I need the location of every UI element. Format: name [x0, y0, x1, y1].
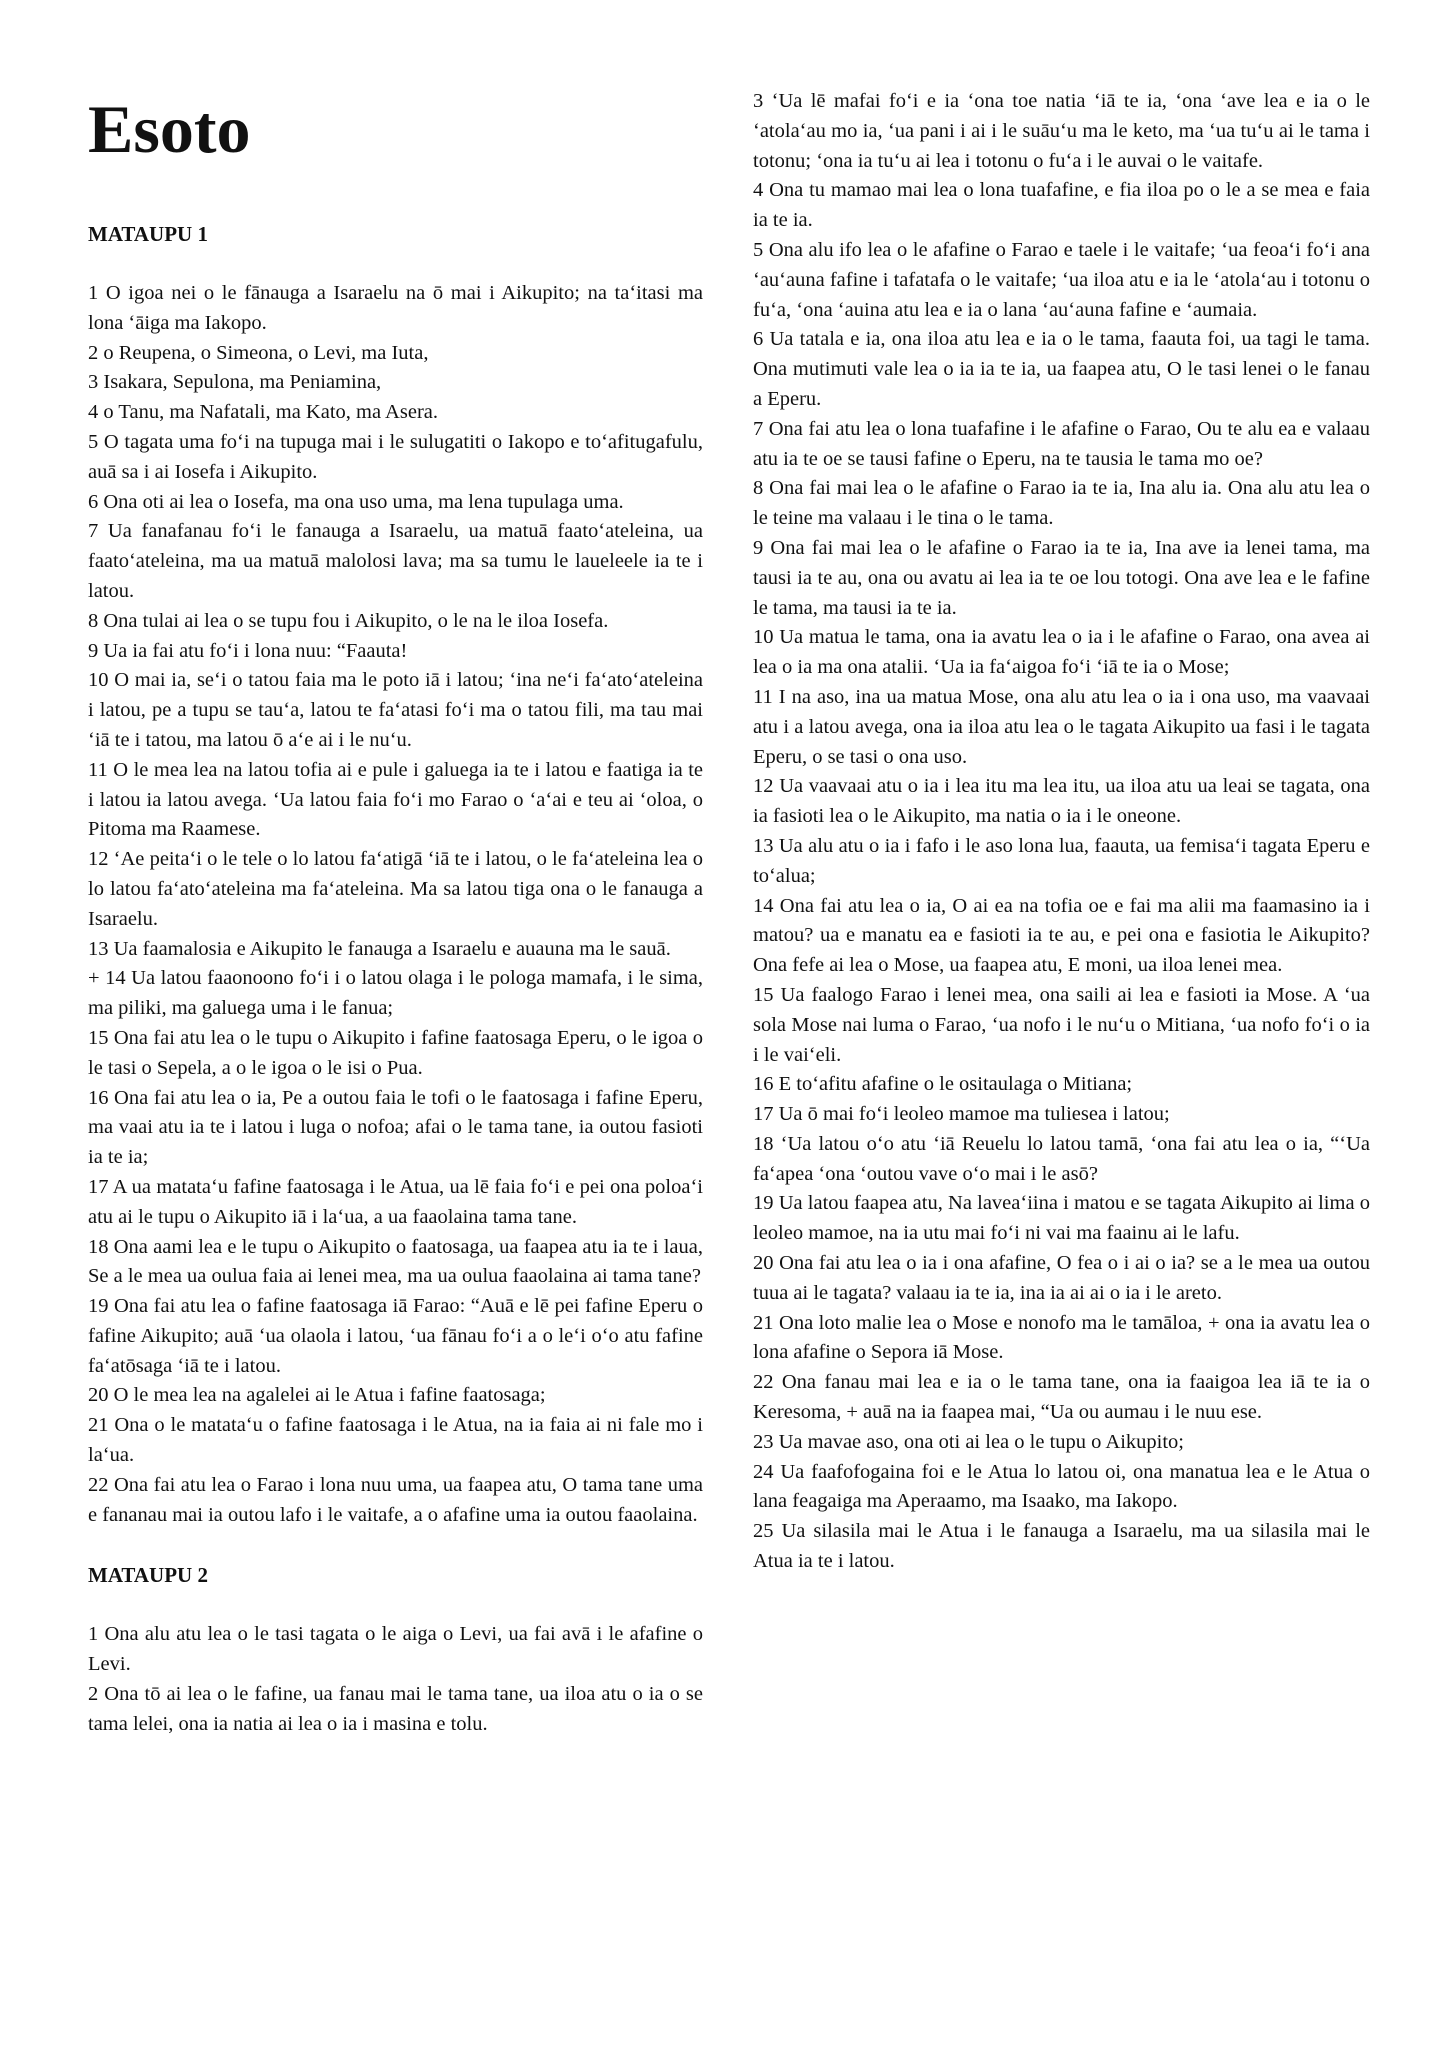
- verse-2-13: 13 Ua alu atu o ia i fafo i le aso lona lua, faauta, ua femisa‘i tagata Eperu e to‘alua;: [753, 834, 1370, 887]
- chapter-2-heading: MATAUPU 2: [88, 1563, 208, 1588]
- verse-2-16: 16 E to‘afitu afafine o le ositaulaga o Mitiana;: [753, 1073, 1133, 1096]
- verse-2-19: 19 Ua latou faapea atu, Na lavea‘iina i matou e se tagata Aikupito ai lima o leoleo mamoe, na ia utu mai fo‘i ni vai ma faainu ai le lafu.: [753, 1192, 1370, 1245]
- verse-1-17: 17 A ua matata‘u fafine faatosaga i le Atua, ua lē faia fo‘i e pei ona poloa‘i atu ai le tupu o Aikupito iā i la‘ua, a ua faaolaina tama tane.: [88, 1175, 703, 1228]
- verse-1-12: 12 ‘Ae peita‘i o le tele o lo latou fa‘atigā ‘iā te i latou, o le fa‘ateleina lea o lo latou fa‘ato‘ateleina ma fa‘ateleina. Ma sa latou tiga ona o le fanauga a Isaraelu.: [88, 848, 703, 930]
- verse-2-3: 3 ‘Ua lē mafai fo‘i e ia ‘ona toe natia ‘iā te ia, ‘ona ‘ave lea e ia o le ‘atola‘au mo ia, ‘ua pani i ai i le suāu‘u ma le keto, ma ‘ua tu‘u ai le tama i totonu; ‘ona ia tu‘u ai lea i totonu o fu‘a i le auvai o le vaitafe.: [753, 90, 1370, 172]
- verse-2-24: 24 Ua faafofogaina foi e le Atua lo latou oi, ona manatua lea e le Atua o lana feagaiga ma Aperaamo, ma Isaako, ma Iakopo.: [753, 1460, 1370, 1513]
- verse-2-11: 11 I na aso, ina ua matua Mose, ona alu atu lea o ia i ona uso, ma vaavaai atu i a latou avega, ona ia iloa atu lea o le tagata Aikupito ua fasi i le tagata Eperu, o se tasi o ona uso.: [753, 685, 1370, 768]
- verse-1-3: 3 Isakara, Sepulona, ma Peniamina,: [88, 371, 382, 394]
- chapter-2-verses-left: [88, 1620, 703, 1739]
- verse-2-7: 7 Ona fai atu lea o lona tuafafine i le afafine o Farao, Ou te alu ea e valaau atu ia te oe se tausi fafine o Eperu, na te tausia le tama mo oe?: [753, 417, 1370, 470]
- verse-2-23: 23 Ua mavae aso, ona oti ai lea o le tupu o Aikupito;: [753, 1430, 1184, 1453]
- verse-2-22: 22 Ona fanau mai lea e ia o le tama tane, ona ia faaigoa lea iā te ia o Keresoma, + auā na ia faapea mai, “Ua ou aumau i le nuu ese.: [753, 1371, 1370, 1424]
- verse-1-1: 1 O igoa nei o le fānauga a Isaraelu na ō mai i Aikupito; na ta‘itasi ma lona ‘āiga ma Iakopo.: [88, 282, 703, 334]
- verse-2-8: 8 Ona fai mai lea o le afafine o Farao ia te ia, Ina alu ia. Ona alu atu lea o le teine ma valaau i le tina o le tama.: [753, 477, 1370, 530]
- verse-2-2: 2 Ona tō ai lea o le fafine, ua fanau mai le tama tane, ua iloa atu o ia o se tama lelei, ona ia natia ai lea o ia i masina e tolu.: [88, 1683, 703, 1735]
- verse-2-25: 25 Ua silasila mai le Atua i le fanauga a Isaraelu, ma ua silasila mai le Atua ia te i latou.: [753, 1520, 1370, 1573]
- verse-1-20: 20 O le mea lea na agalelei ai le Atua i fafine faatosaga;: [88, 1384, 546, 1407]
- verse-1-16: 16 Ona fai atu lea o ia, Pe a outou faia le tofi o le faatosaga i fafine Eperu, ma vaai atu ia te i latou i luga o nofoa; afai o le tama tane, ia outou fasioti ia te ia;: [88, 1086, 703, 1169]
- left-column: [88, 0, 703, 1740]
- verse-1-18: 18 Ona aami lea e le tupu o Aikupito o faatosaga, ua faapea atu ia te i laua, Se a le mea ua oulua faia ai lenei mea, ma ua oulua faaolaina ai tama tane?: [88, 1235, 703, 1288]
- verse-2-9: 9 Ona fai mai lea o le afafine o Farao ia te ia, Ina ave ia lenei tama, ma tausi ia te au, ona ou avatu ai lea ia te oe lou totogi. Ona ave lea e le fafine le tama, ma tausi ia te ia.: [753, 536, 1370, 619]
- verse-2-10: 10 Ua matua le tama, ona ia avatu lea o ia i le afafine o Farao, ona avea ai lea o ia ma ona atalii. ‘Ua ia fa‘aigoa fo‘i ‘iā te ia o Mose;: [753, 626, 1370, 679]
- verse-1-8: 8 Ona tulai ai lea o se tupu fou i Aikupito, o le na le iloa Iosefa.: [88, 609, 609, 632]
- verse-1-9: 9 Ua ia fai atu fo‘i i lona nuu: “Faauta!: [88, 639, 408, 662]
- verse-1-10: 10 O mai ia, se‘i o tatou faia ma le poto iā i latou; ‘ina ne‘i fa‘ato‘ateleina i latou, pe a tupu se tau‘a, latou te fa‘atasi fo‘i ma o tatou fili, ma tau mai ‘iā te i tatou, ma latou ō a‘e ai i le nu‘u.: [88, 669, 703, 751]
- chapter-1-verses: [88, 279, 703, 1530]
- verse-1-14: + 14 Ua latou faaonoono fo‘i i o latou olaga i le pologa mamafa, i le sima, ma piliki, ma galuega uma i le fanua;: [88, 967, 703, 1020]
- page-title: Esoto: [88, 91, 251, 167]
- verse-2-1: 1 Ona alu atu lea o le tasi tagata o le aiga o Levi, ua fai avā i le afafine o Levi.: [88, 1623, 703, 1676]
- right-column: [753, 87, 1370, 1577]
- verse-1-5: 5 O tagata uma fo‘i na tupuga mai i le sulugatiti o Iakopo e to‘afitugafulu, auā sa i ai Iosefa i Aikupito.: [88, 430, 703, 483]
- verse-2-14: 14 Ona fai atu lea o ia, O ai ea na tofia oe e fai ma alii ma faamasino ia i matou? ua e manatu ea e fasioti ia te au, e pei ona e fasiotia le Aikupito? Ona fefe ai lea o Mose, ua faapea atu, E moni, ua iloa lenei mea.: [753, 894, 1370, 977]
- verse-1-13: 13 Ua faamalosia e Aikupito le fanauga a Isaraelu e auauna ma le sauā.: [88, 937, 671, 960]
- verse-1-21: 21 Ona o le matata‘u o fafine faatosaga i le Atua, na ia faia ai ni fale mo i la‘ua.: [88, 1414, 703, 1467]
- verse-1-6: 6 Ona oti ai lea o Iosefa, ma ona uso uma, ma lena tupulaga uma.: [88, 490, 624, 513]
- verse-2-21: 21 Ona loto malie lea o Mose e nonofo ma le tamāloa, + ona ia avatu lea o lona afafine o Sepora iā Mose.: [753, 1311, 1370, 1364]
- verse-2-4: 4 Ona tu mamao mai lea o lona tuafafine, e fia iloa po o le a se mea e faia ia te ia.: [753, 179, 1370, 232]
- verse-1-15: 15 Ona fai atu lea o le tupu o Aikupito i fafine faatosaga Eperu, o le igoa o le tasi o Sepela, a o le igoa o le isi o Pua.: [88, 1026, 703, 1079]
- verse-2-5: 5 Ona alu ifo lea o le afafine o Farao e taele i le vaitafe; ‘ua feoa‘i fo‘i ana ‘au‘auna fafine i tafatafa o le vaitafe; ‘ua iloa atu e ia le ‘atola‘au i totonu o fu‘a, ‘ona ‘auina atu lea e ia o lana ‘au‘auna fafine e ‘aumaia.: [753, 238, 1370, 321]
- verse-1-22: 22 Ona fai atu lea o Farao i lona nuu uma, ua faapea atu, O tama tane uma e fananau mai ia outou lafo i le vaitafe, a o afafine uma ia outou faaolaina.: [88, 1473, 703, 1526]
- verse-1-2: 2 o Reupena, o Simeona, o Levi, ma Iuta,: [88, 341, 429, 364]
- verse-2-18: 18 ‘Ua latou o‘o atu ‘iā Reuelu lo latou tamā, ‘ona fai atu lea o ia, “‘Ua fa‘apea ‘ona ‘outou vave o‘o mai i le asō?: [753, 1132, 1370, 1185]
- verse-1-11: 11 O le mea lea na latou tofia ai e pule i galuega ia te i latou e faatiga ia te i latou ia latou avega. ‘Ua latou faia fo‘i mo Farao o ‘a‘ai e teu ai ‘oloa, o Pitoma ma Raamese.: [88, 758, 703, 841]
- verse-2-17: 17 Ua ō mai fo‘i leoleo mamoe ma tuliesea i latou;: [753, 1103, 1170, 1126]
- verse-1-19: 19 Ona fai atu lea o fafine faatosaga iā Farao: “Auā e lē pei fafine Eperu o fafine Aikupito; auā ‘ua olaola i latou, ‘ua fānau fo‘i a o le‘i o‘o atu fafine fa‘atōsaga ‘iā te i latou.: [88, 1295, 703, 1377]
- chapter-1-heading: MATAUPU 1: [88, 222, 208, 246]
- verse-2-12: 12 Ua vaavaai atu o ia i lea itu ma lea itu, ua iloa atu ua leai se tagata, ona ia fasioti lea o le Aikupito, ma natia o ia i le oneone.: [753, 775, 1370, 828]
- verse-1-4: 4 o Tanu, ma Nafatali, ma Kato, ma Asera.: [88, 401, 438, 424]
- verse-2-15: 15 Ua faalogo Farao i lenei mea, ona saili ai lea e fasioti ia Mose. A ‘ua sola Mose nai luma o Farao, ‘ua nofo i le nu‘u o Mitiana, ‘ua nofo fo‘i o ia i le vai‘eli.: [753, 983, 1370, 1066]
- verse-1-7: 7 Ua fanafanau fo‘i le fanauga a Isaraelu, ua matuā faato‘ateleina, ua faato‘ateleina, ma ua matuā malolosi lava; ma sa tumu le laueleele ia te i latou.: [88, 520, 703, 602]
- verse-2-6: 6 Ua tatala e ia, ona iloa atu lea e ia o le tama, faauta foi, ua tagi le tama. Ona mutimuti vale lea o ia ia te ia, ua faapea atu, O le tasi lenei o le fanau a Eperu.: [753, 328, 1370, 410]
- verse-2-20: 20 Ona fai atu lea o ia i ona afafine, O fea o i ai o ia? se a le mea ua outou tuua ai le tagata? valaau ia te ia, ina ia ai ai o ia i le areto.: [753, 1252, 1370, 1304]
